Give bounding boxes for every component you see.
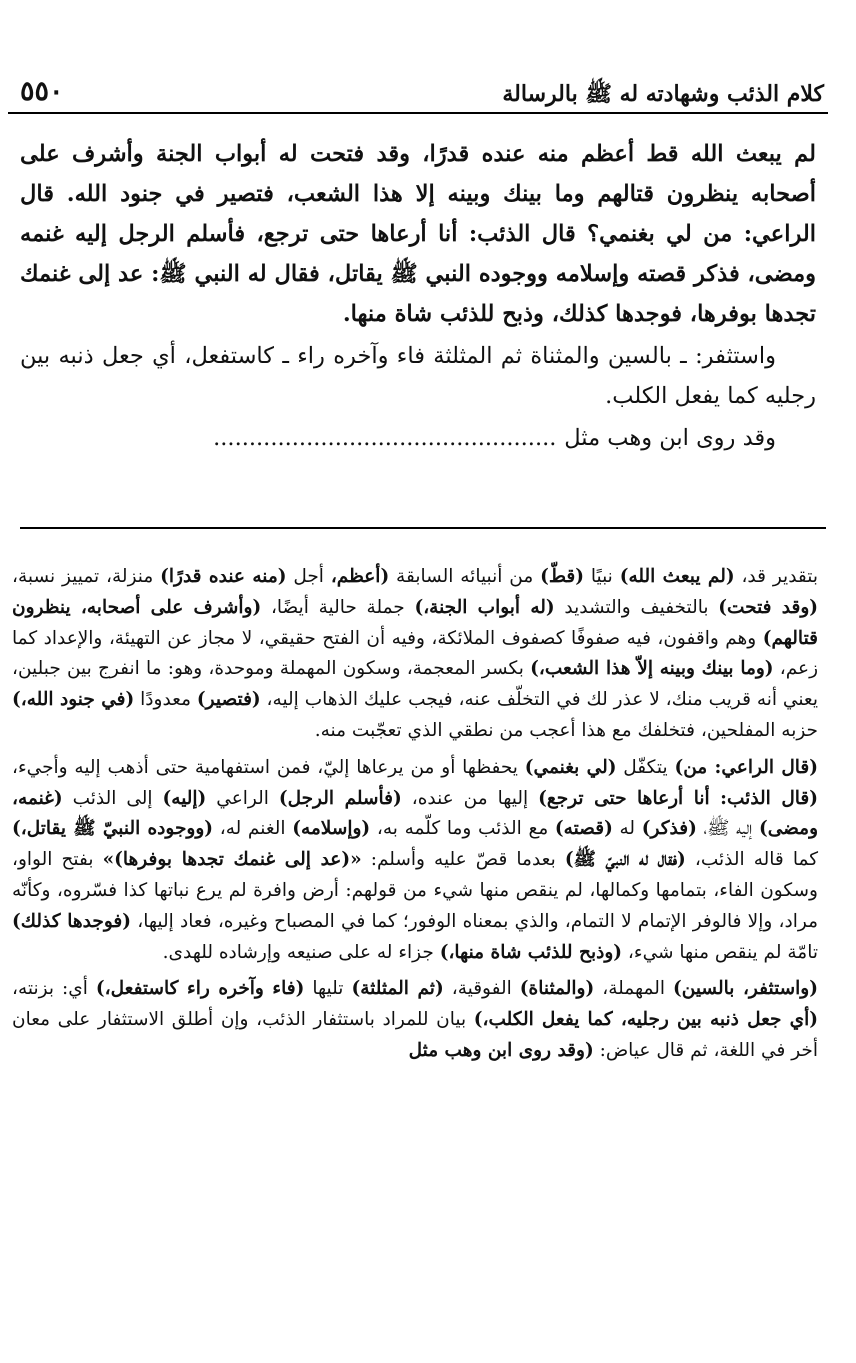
commentary-text: إليها من عنده،	[401, 787, 539, 809]
quoted-phrase: (والمثناة)	[519, 978, 595, 1000]
commentary-text: كما قاله الذئب،	[685, 849, 818, 871]
commentary-text: معدودًا	[134, 689, 197, 711]
quoted-phrase: (منه عنده قدرًا)	[160, 566, 287, 587]
commentary-paragraph	[12, 753, 818, 969]
commentary-text: نبيًا	[584, 566, 620, 587]
commentary-text: بفتح الواو، وسكون الفاء، بتمامها وكمالها، لم ينقص منها شيء من قولهم: أرض وافرة لم يرع نباتها كذا فسّروه، وكأنّه مراد، وإلا فالوفر الإتمام لا التمام، والذي بمعناه الوفور؛ كما في المصباح وغيره، فعاد إليها،	[12, 849, 819, 932]
commentary-text: أجل	[286, 566, 331, 587]
quoted-phrase: (غنمه، ومضى)	[12, 787, 818, 840]
commentary-paragraph	[12, 562, 818, 747]
commentary-text: تامّة لم ينقص منها شيء،	[622, 941, 818, 963]
quoted-phrase: (واستثفر، بالسين)	[673, 978, 818, 1000]
quoted-phrase: (إليه)	[162, 787, 207, 809]
quoted-phrase: (ثم المثلثة)	[351, 978, 444, 1000]
commentary-text: من أنبيائه السابقة	[389, 566, 541, 587]
quoted-phrase: (فتصير)	[196, 689, 261, 711]
commentary-text: حزبه المفلحين، فتخلفك مع هذا أعجب من نطقي الذي تعجّبت منه.	[314, 719, 818, 741]
commentary-text: تليها	[304, 978, 352, 1000]
commentary-text: له	[612, 818, 642, 840]
quoted-phrase: (في جنود الله،)	[12, 689, 135, 711]
quoted-phrase: (ووجوده النبيّ ﷺ يقاتل،)	[12, 818, 214, 840]
quoted-phrase: (أي جعل ذنبه بين رجليه، كما يفعل الكلب،)	[473, 1009, 818, 1031]
commentary-text: يتكفّل	[616, 756, 675, 778]
page-number: ٥٥٠	[20, 76, 64, 107]
main-text-paragraph: لم يبعث الله قط أعظم منه عنده قدرًا، وقد فتحت له أبواب الجنة وأشرف على أصحابه ينظرون قتالهم وما بينك وبينه إلا هذا الشعب، فتصير في جنود الله. قال الراعي: من لي بغنمي؟ قال الذئب: أنا أرعاها حتى ترجع، فأسلم الرجل إليه غنمه ومضى، فذكر قصته وإسلامه ووجوده النبي ﷺ يقاتل، فقال له النبي ﷺ: عد إلى غنمك تجدها بوفرها، فوجدها كذلك، وذبح للذئب شاة منها.	[20, 141, 816, 327]
commentary-text: إلى الذئب	[62, 787, 163, 809]
quoted-phrase: (أعظم،	[330, 566, 390, 587]
commentary	[12, 562, 818, 1067]
commentary-text: جملة حالية أيضًا،	[261, 596, 415, 618]
quoted-phrase: (قال الراعي: من)	[674, 756, 819, 778]
quoted-phrase: «(عد إلى غنمك تجدها بوفرها)»	[102, 849, 362, 871]
continuation-text: وقد روى ابن وهب مثل	[564, 425, 776, 451]
commentary-text: إليه ﷺ،	[696, 818, 759, 840]
commentary-text: أي: بزنته،	[12, 978, 96, 1000]
running-title: كلام الذئب وشهادته له ﷺ بالرسالة	[502, 81, 824, 107]
quoted-phrase: (قال الذئب: أنا أرعاها حتى ترجع)	[538, 787, 819, 809]
quoted-phrase: (وإسلامه)	[292, 818, 371, 840]
commentary-text: بالتخفيف والتشديد	[554, 596, 719, 618]
commentary-text: بكسر المعجمة، وسكون المهملة وموحدة، وهو: ما انفرج بين جبلين، يعني أنه قريب منك، لا عذر لك في التخلّف عنه، فيجب عليك الذهاب إليه،	[12, 658, 818, 711]
commentary-text: الراعي	[206, 787, 279, 809]
commentary-text: الفوقية،	[443, 978, 520, 1000]
quoted-phrase: (وقد روى ابن وهب مثل	[408, 1039, 594, 1061]
commentary-text: مع الذئب وما كلّمه به،	[370, 818, 555, 840]
footnote-separator	[20, 527, 826, 529]
commentary-text: بيان للمراد باستثفار الذئب، وإن أطلق الاستثفار على معان أخر في اللغة، ثم قال عياض:	[12, 1009, 818, 1061]
quoted-phrase: (وذبح للذئب شاة منها،)	[439, 941, 623, 963]
gloss-lead: واستثفر: ـ بالسين والمثناة ثم المثلثة فاء وآخره راء ـ كاستفعل،	[175, 343, 776, 369]
commentary-text: بتقدير قد،	[734, 566, 818, 587]
commentary-text: الغنم له،	[213, 818, 293, 840]
quoted-phrase: (فقال له النبيّ ﷺ)	[564, 849, 686, 871]
main-text-continuation	[20, 418, 816, 458]
commentary-text: يحفظها أو من يرعاها إليّ، فمن استفهامية حتى أذهب إليه وأجيء،	[12, 756, 525, 778]
quoted-phrase: (وأشرف على أصحابه، ينظرون قتالهم)	[12, 596, 818, 649]
ellipsis-dots: ................................................	[213, 425, 557, 451]
quoted-phrase: (وقد فتحت)	[718, 596, 819, 618]
quoted-phrase: (قطّ)	[540, 566, 585, 587]
quoted-phrase: (قصته)	[554, 818, 613, 840]
quoted-phrase: (لي بغنمي)	[524, 756, 617, 778]
commentary-text: المهملة،	[594, 978, 674, 1000]
gloss-tail: أي جعل ذنبه بين رجليه كما يفعل الكلب.	[20, 343, 816, 409]
quoted-phrase: (له أبواب الجنة،)	[414, 596, 555, 618]
commentary-text: وهم واقفون، فيه صفوفًا كصفوف الملائكة، وفيه أن الفتح حقيقي، لا مجاز عن التهيئة، والإعداد كما زعم،	[12, 627, 819, 680]
quoted-phrase: (فأسلم الرجل)	[278, 787, 402, 809]
commentary-paragraph	[12, 974, 818, 1066]
quoted-phrase: (فوجدها كذلك)	[12, 910, 131, 932]
commentary-text: بعدما قصّ عليه وأسلم:	[361, 849, 565, 871]
quoted-phrase: (لم يبعث الله)	[619, 566, 735, 587]
main-text	[20, 134, 816, 458]
quoted-phrase: (فذكر)	[641, 818, 697, 840]
commentary-text: منزلة، تمييز نسبة،	[12, 566, 161, 587]
commentary-text: جزاء له على صنيعه وإرشاده للهدى.	[162, 941, 440, 963]
quoted-phrase: (فاء وآخره راء كاستفعل،)	[95, 978, 305, 1000]
page-header	[8, 72, 828, 114]
main-text-gloss	[20, 336, 816, 416]
quoted-phrase: (وما بينك وبينه إلاّ هذا الشعب،)	[530, 658, 774, 680]
